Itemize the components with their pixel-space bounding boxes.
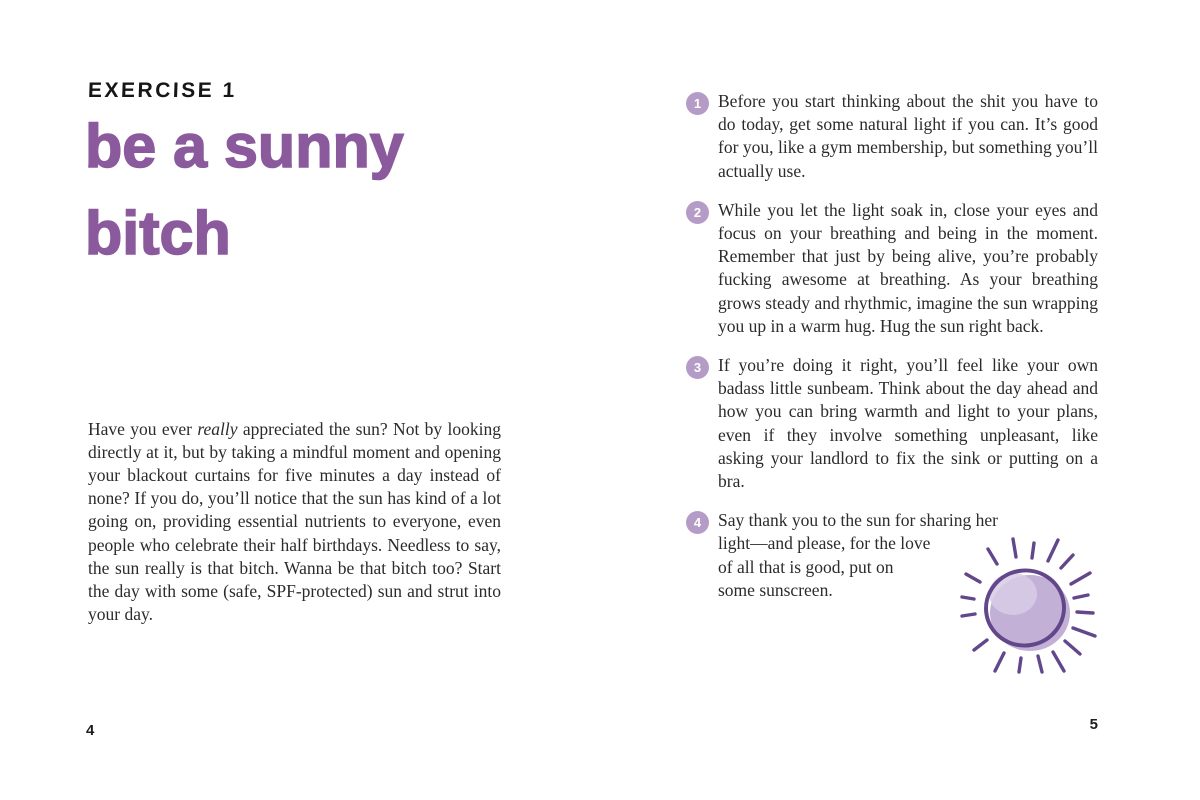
step-text-line: light—and please, for the love (718, 533, 931, 554)
intro-text-start: Have you ever (88, 418, 198, 439)
step-badge-4 (686, 511, 709, 534)
sun-icon (945, 530, 1105, 690)
step-text-line: Say thank you to the sun for sharing her (718, 510, 998, 531)
chapter-title: be a sunny bitch (85, 112, 404, 267)
intro-paragraph (88, 418, 501, 627)
sun-illustration (945, 530, 1105, 690)
step-number: 2 (693, 204, 702, 220)
intro-text-end: appreciated the sun? Not by looking directly at it, but by taking a mindful moment and opening your blackout curtains for five minutes a day instead of none? If you do, you’ll notice that the sun has kind of a lot going on, providing essential nutrients to everyone, even people who celebrate their half birthdays. Needless to say, the sun really is that bitch. Wanna be that bitch too? Start the day with some (safe, SPF-protected) sun and strut into your day. (88, 418, 501, 625)
step-item-3 (686, 354, 1098, 493)
step-text-line: some sunscreen. (718, 579, 833, 600)
step-item-2 (686, 199, 1098, 338)
step-text-1: Before you start thinking about the shit you have to do today, get some natural light if you can. It’s good for you, like a gym membership, but something you’ll actually use. (718, 91, 1098, 181)
step-number: 3 (693, 360, 702, 376)
step-number: 1 (693, 96, 702, 111)
step-text-3: If you’re doing it right, you’ll feel like your own badass little sunbeam. Think about the day ahead and how you can bring warmth and light to your plans, even if they involve something unpleasant, like asking your landlord to fix the sink or putting on a bra. (718, 355, 1098, 492)
exercise-label: EXERCISE 1 (87, 79, 238, 102)
page-number-right: 5 (1089, 716, 1098, 733)
step-badge-2 (686, 201, 709, 224)
step-text-2: While you let the light soak in, close your eyes and focus on your breathing and being in the moment. Remember that just by being alive, you’re probably fucking awesome at breathing. As your breathing grows steady and rhythmic, imagine the sun wrapping you up in a warm hug. Hug the sun right back. (718, 199, 1098, 336)
intro-text-italic: really (197, 418, 238, 439)
step-badge-3 (686, 356, 709, 379)
step-number: 4 (693, 515, 702, 531)
page-number-left: 4 (86, 722, 95, 739)
step-item-1 (686, 90, 1098, 183)
step-badge-1 (686, 92, 709, 115)
step-text-line: of all that is good, put on (718, 556, 894, 577)
